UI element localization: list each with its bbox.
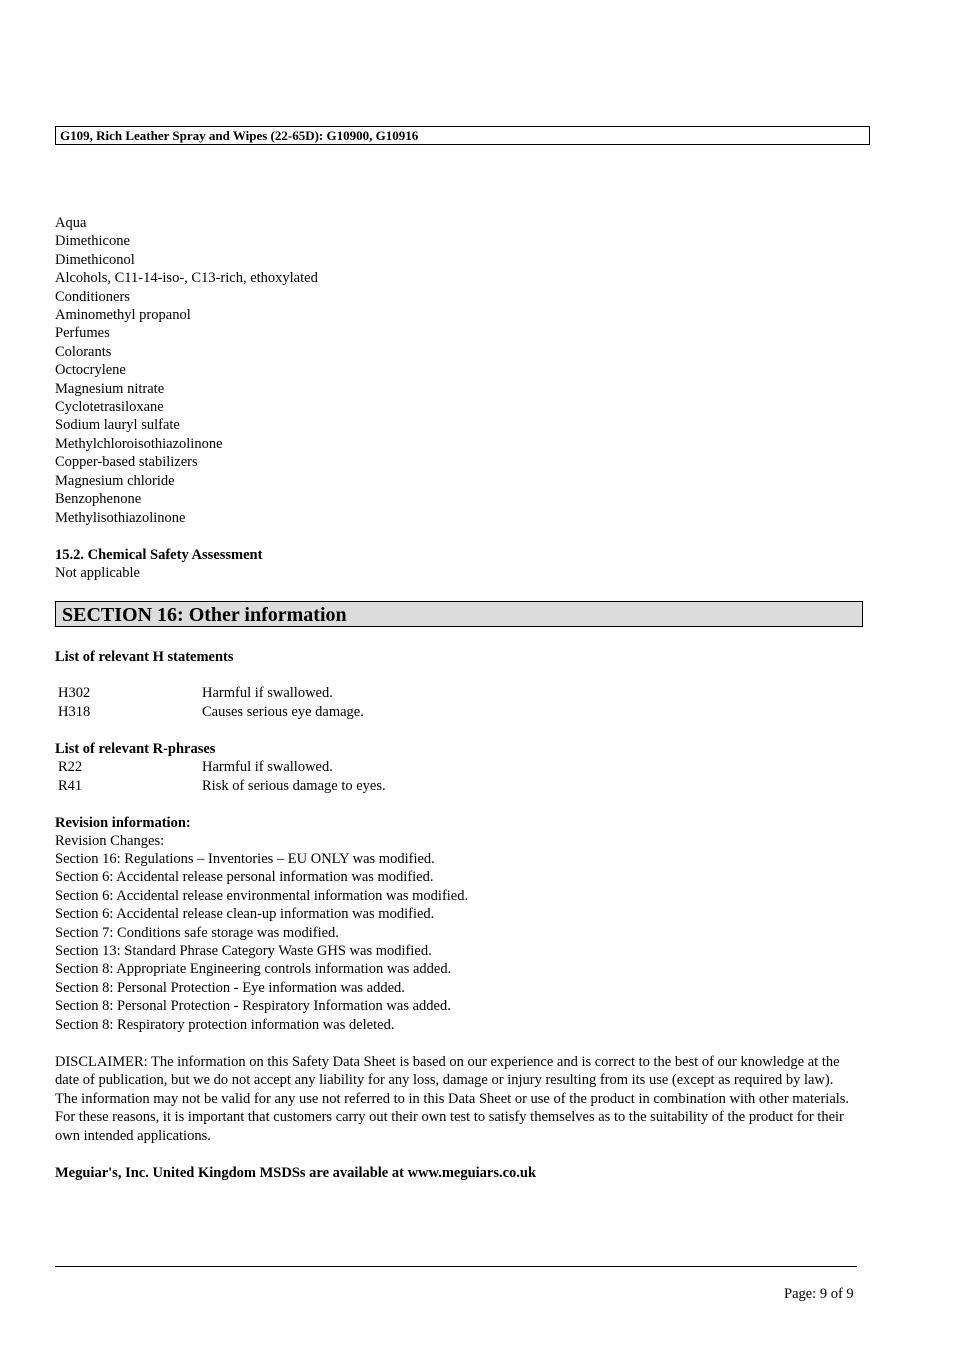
h-statements-heading: List of relevant H statements — [55, 649, 234, 665]
revision-change-item: Section 8: Appropriate Engineering controls information was added. — [55, 961, 452, 978]
ingredient-list — [55, 214, 318, 527]
page-number: Page: 9 of 9 — [784, 1286, 854, 1302]
r-phrase-text: Risk of serious damage to eyes. — [202, 778, 386, 794]
ingredient-item: Sodium lauryl sulfate — [55, 417, 180, 434]
r-phrase-text: Harmful if swallowed. — [202, 759, 333, 775]
ingredient-item: Alcohols, C11-14-iso-, C13-rich, ethoxylated — [55, 270, 318, 287]
chemical-safety-heading: 15.2. Chemical Safety Assessment — [55, 547, 263, 563]
ingredient-item: Colorants — [55, 343, 112, 360]
revision-heading: Revision information: — [55, 815, 191, 831]
h-statement-code: H302 — [58, 685, 91, 701]
revision-change-list — [55, 850, 468, 1034]
revision-change-item: Section 13: Standard Phrase Category Waste GHS was modified. — [55, 943, 432, 960]
chemical-safety-text: Not applicable — [55, 565, 140, 581]
r-phrase-code: R41 — [58, 778, 83, 794]
ingredient-item: Magnesium nitrate — [55, 380, 165, 397]
revision-change-item: Section 7: Conditions safe storage was modified. — [55, 924, 339, 941]
h-statement-text: Harmful if swallowed. — [202, 685, 333, 701]
ingredient-item: Dimethiconol — [55, 251, 135, 268]
revision-change-item: Section 6: Accidental release environmental information was modified. — [55, 887, 469, 904]
footer-divider — [55, 1266, 857, 1267]
document-header: G109, Rich Leather Spray and Wipes (22-65D): G10900, G10916 — [55, 126, 870, 145]
ingredient-item: Methylisothiazolinone — [55, 509, 186, 526]
revision-change-item: Section 16: Regulations – Inventories – EU ONLY was modified. — [55, 851, 435, 867]
revision-change-item: Section 6: Accidental release clean-up information was modified. — [55, 906, 435, 923]
h-statement-text: Causes serious eye damage. — [202, 704, 364, 720]
ingredient-item: Conditioners — [55, 288, 130, 305]
ingredient-item: Octocrylene — [55, 362, 126, 379]
h-statement-code: H318 — [58, 704, 91, 720]
r-phrases-heading: List of relevant R-phrases — [55, 741, 216, 757]
ingredient-item: Benzophenone — [55, 491, 142, 508]
revision-change-item: Section 8: Respiratory protection information was deleted. — [55, 1016, 395, 1033]
ingredient-item: Magnesium chloride — [55, 472, 175, 489]
ingredient-item: Methylchloroisothiazolinone — [55, 435, 223, 452]
disclaimer-text: DISCLAIMER: The information on this Safety Data Sheet is based on our experience and is correct to the best of our knowledge at the date of publication, but we do not accept any liability for any loss, damage or injury resulting from its use (except as required by law). The information may not be valid for any use not referred to in this Data Sheet or use of the product in combination with other materials. For these reasons, it is important that customers carry out their own test to satisfy themselves as to the suitability of the product for their own intended applications. — [55, 1054, 850, 1144]
msds-availability-note: Meguiar's, Inc. United Kingdom MSDSs are available at www.meguiars.co.uk — [55, 1165, 537, 1181]
ingredient-item: Dimethicone — [55, 233, 130, 250]
section-16-title: SECTION 16: Other information — [55, 601, 863, 627]
r-phrase-code: R22 — [58, 759, 83, 775]
ingredient-item: Aminomethyl propanol — [55, 307, 191, 324]
ingredient-item: Aqua — [55, 215, 87, 231]
ingredient-item: Copper-based stabilizers — [55, 454, 198, 471]
ingredient-item: Cyclotetrasiloxane — [55, 399, 164, 416]
revision-subheading: Revision Changes: — [55, 833, 165, 849]
revision-change-item: Section 8: Personal Protection - Eye information was added. — [55, 979, 405, 996]
revision-change-item: Section 6: Accidental release personal information was modified. — [55, 869, 434, 886]
revision-change-item: Section 8: Personal Protection - Respiratory Information was added. — [55, 998, 451, 1015]
ingredient-item: Perfumes — [55, 325, 110, 342]
